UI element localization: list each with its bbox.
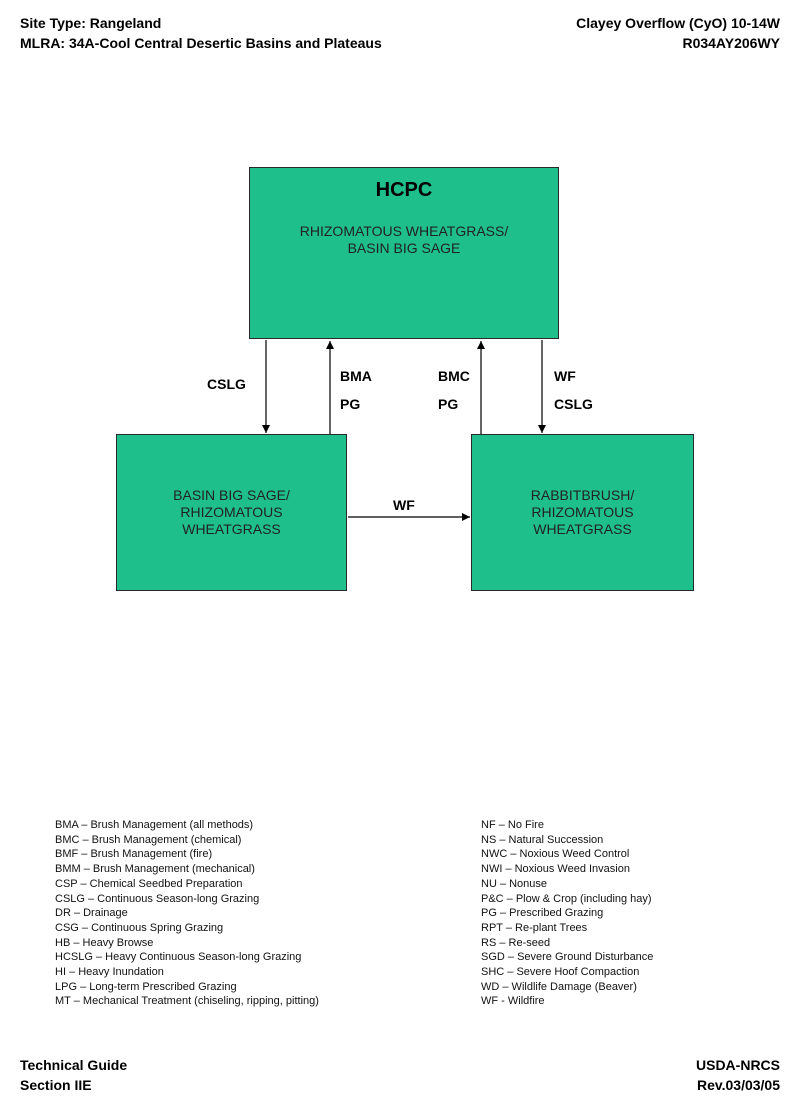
legend-item: HCSLG – Heavy Continuous Season-long Grazing: [55, 951, 302, 964]
label-pg-basin: PG: [340, 396, 361, 412]
legend-item: CSG – Continuous Spring Grazing: [55, 921, 224, 934]
legend-item: RPT – Re-plant Trees: [481, 921, 588, 934]
legend-item: NF – No Fire: [481, 819, 544, 831]
mlra: MLRA: 34A-Cool Central Desertic Basins and Plateaus: [20, 35, 382, 51]
legend-item: NS – Natural Succession: [481, 833, 604, 846]
legend-item: HB – Heavy Browse: [55, 936, 154, 949]
basin-line2: RHIZOMATOUS: [180, 504, 283, 520]
site-name: Clayey Overflow (CyO) 10-14W: [576, 15, 780, 31]
footer-guide: Technical Guide: [20, 1057, 128, 1073]
hcpc-line1: RHIZOMATOUS WHEATGRASS/: [299, 223, 509, 239]
label-pg-rabbit: PG: [438, 396, 459, 412]
legend-item: NU – Nonuse: [481, 877, 548, 890]
legend-item: PG – Prescribed Grazing: [481, 907, 604, 920]
basin-line1: BASIN BIG SAGE/: [173, 487, 290, 503]
footer-left: [20, 1055, 127, 1095]
state-hcpc: [249, 167, 559, 339]
site-id: R034AY206WY: [682, 35, 780, 51]
label-bmc: BMC: [438, 368, 470, 384]
label-wf-hcpc-to-rabbit: WF: [554, 368, 576, 384]
footer-revision: Rev.03/03/05: [696, 1077, 780, 1093]
site-type: Site Type: Rangeland: [20, 15, 162, 31]
hcpc-title: HCPC: [375, 179, 433, 201]
legend-item: HI – Heavy Inundation: [55, 966, 164, 979]
legend-item: BMA – Brush Management (all methods): [55, 819, 254, 831]
state-rabbitbrush: [471, 434, 694, 591]
legend-item: RS – Re-seed: [481, 936, 551, 949]
legend-item: CSP – Chemical Seedbed Preparation: [55, 877, 243, 890]
label-cslg-hcpc-to-basin: CSLG: [207, 376, 246, 392]
hcpc-line2: BASIN BIG SAGE: [347, 240, 461, 256]
legend-right: [481, 818, 653, 1009]
footer-agency: USDA-NRCS: [696, 1057, 780, 1073]
legend-item: DR – Drainage: [55, 907, 128, 920]
legend-item: NWI – Noxious Weed Invasion: [481, 863, 630, 876]
rabbit-line3: WHEATGRASS: [533, 521, 632, 537]
legend-item: BMM – Brush Management (mechanical): [55, 863, 255, 876]
legend-item: WF - Wildfire: [481, 995, 545, 1008]
rabbit-line2: RHIZOMATOUS: [531, 504, 634, 520]
legend-item: SHC – Severe Hoof Compaction: [481, 966, 640, 979]
legend-item: SGD – Severe Ground Disturbance: [481, 951, 654, 964]
legend-item: WD – Wildlife Damage (Beaver): [481, 980, 637, 993]
footer-section: Section IIE: [20, 1077, 92, 1093]
legend-item: MT – Mechanical Treatment (chiseling, ripping, pitting): [55, 995, 319, 1008]
label-wf-basin-to-rabbit: WF: [393, 497, 415, 513]
legend-item: NWC – Noxious Weed Control: [481, 848, 630, 861]
legend-left: [55, 818, 319, 1009]
state-basin-big-sage: [116, 434, 347, 591]
basin-line3: WHEATGRASS: [182, 521, 281, 537]
footer-right: [696, 1055, 780, 1095]
rabbit-line1: RABBITBRUSH/: [530, 487, 635, 503]
label-cslg-hcpc-to-rabbit: CSLG: [554, 396, 593, 412]
label-bma: BMA: [340, 368, 372, 384]
legend-item: P&C – Plow & Crop (including hay): [481, 892, 652, 905]
legend-item: CSLG – Continuous Season-long Grazing: [55, 892, 260, 905]
legend-item: LPG – Long-term Prescribed Grazing: [55, 980, 237, 993]
legend-item: BMC – Brush Management (chemical): [55, 833, 242, 846]
legend-item: BMF – Brush Management (fire): [55, 848, 213, 861]
